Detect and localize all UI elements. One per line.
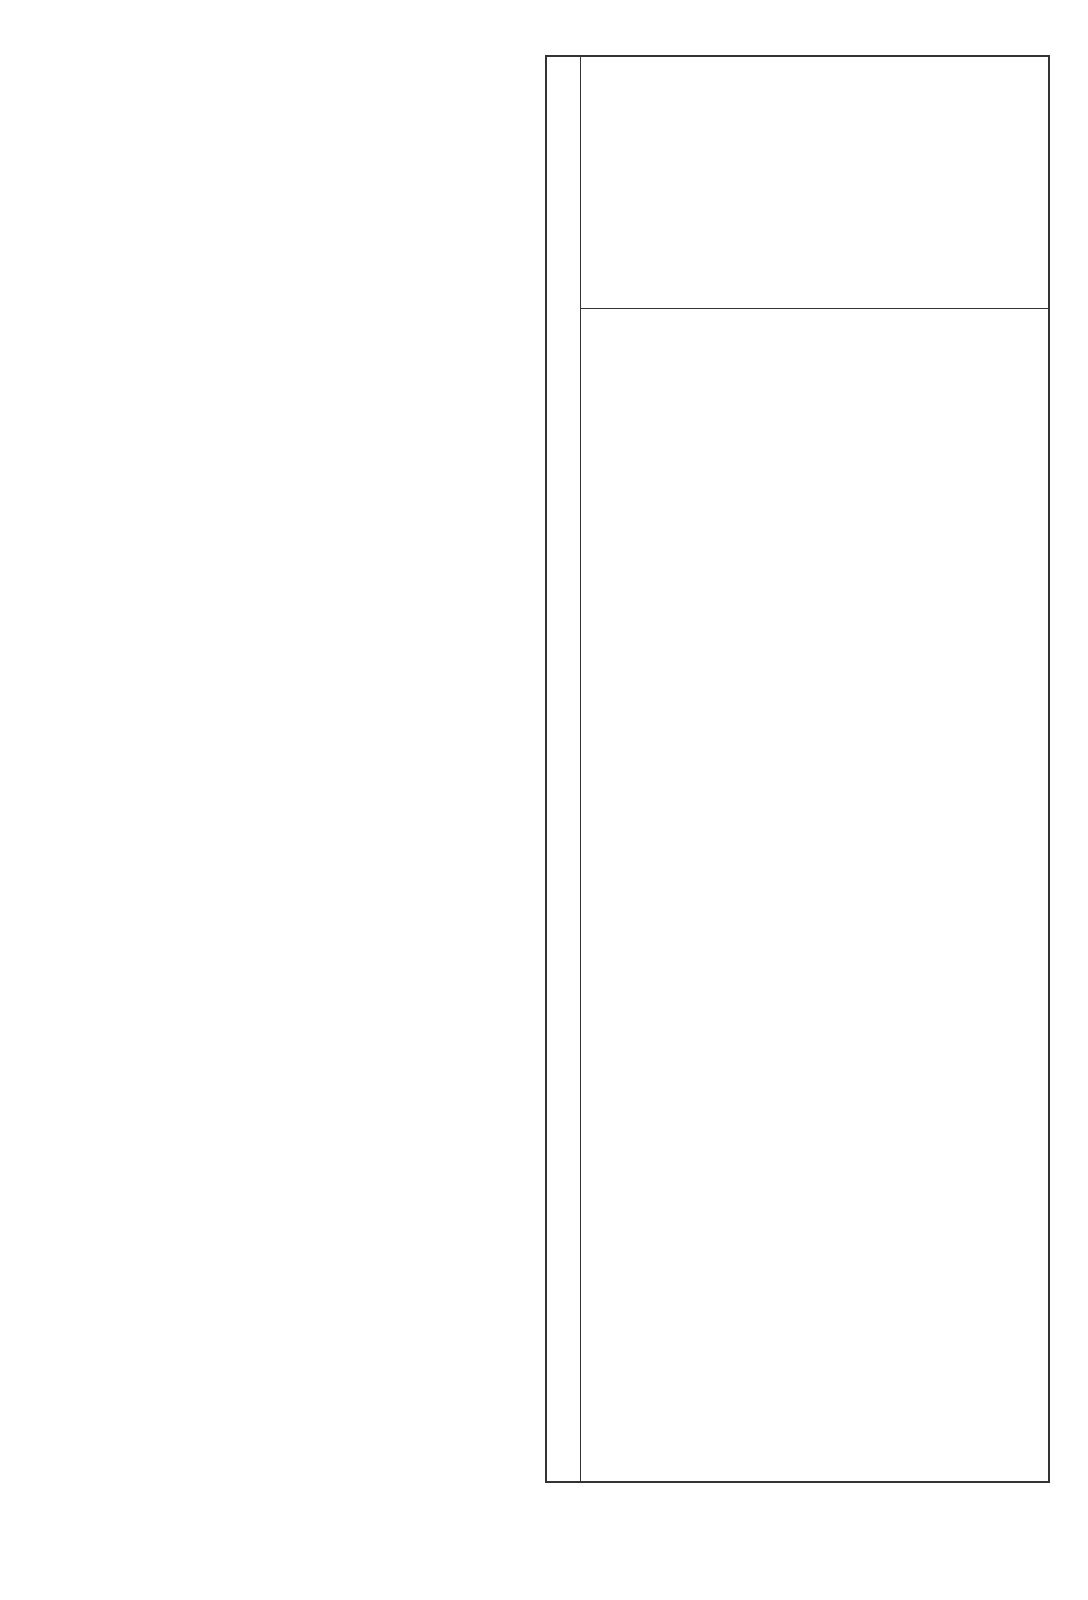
proofreading-passage — [22, 20, 528, 504]
grading-principles — [581, 57, 1048, 309]
standards-label — [547, 309, 581, 1481]
left-column — [22, 20, 528, 504]
principles-label — [547, 57, 581, 309]
grading-table — [545, 55, 1050, 1483]
